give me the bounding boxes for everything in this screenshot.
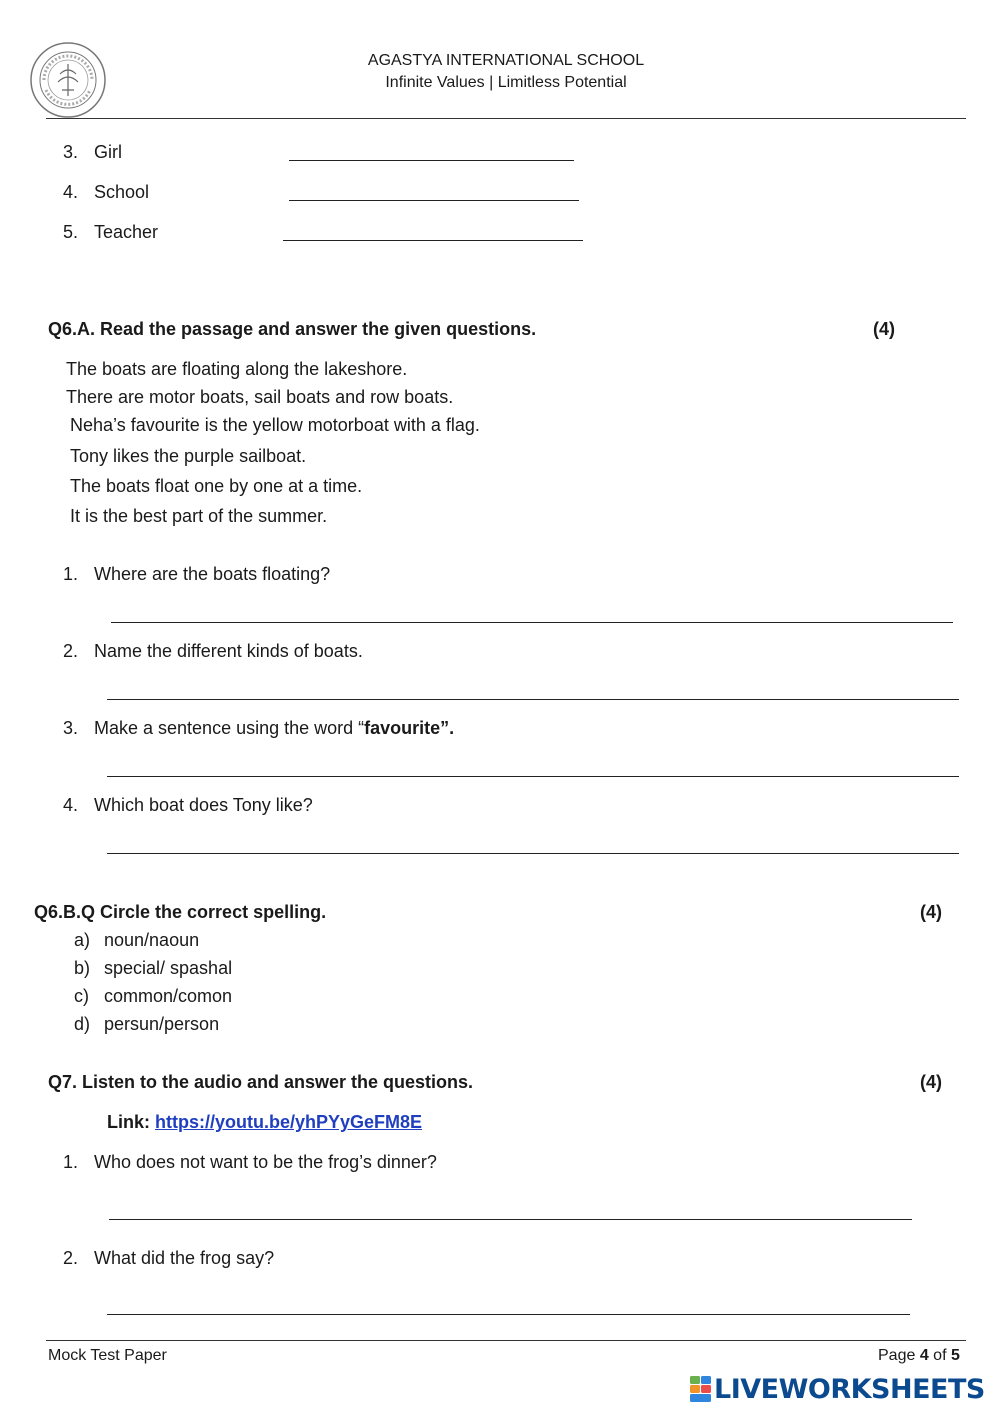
passage-line: Neha’s favourite is the yellow motorboat with a flag. [70,415,480,435]
school-seal-logo [28,40,108,120]
passage-line: Tony likes the purple sailboat. [70,446,307,466]
question-text [94,717,454,739]
q7-marks: (4) [920,1072,942,1092]
school-name: AGASTYA INTERNATIONAL SCHOOL [367,52,645,69]
vocab-word: Girl [94,142,122,162]
vocab-answer-line[interactable] [289,200,579,201]
page-mid: of [928,1347,951,1364]
question-number: 4. [63,795,79,815]
passage-line: It is the best part of the summer. [70,506,328,526]
q6b-marks: (4) [920,902,942,922]
q6a-marks: (4) [873,319,895,339]
question-number: 1. [63,1152,79,1172]
vocab-number: 5. [63,222,79,242]
footer-divider [46,1340,966,1341]
option-letter: b) [74,958,91,978]
q6a-title: Q6.A. Read the passage and answer the given questions. [48,319,537,339]
school-tagline: Infinite Values | Limitless Potential [385,74,627,91]
audio-link[interactable]: https://youtu.be/yhPYyGeFM8E [155,1112,423,1132]
spelling-option[interactable]: special/ spashal [104,958,233,978]
passage-line: The boats float one by one at a time. [70,476,363,496]
spelling-option[interactable]: persun/person [104,1014,220,1034]
page-prefix: Page [878,1347,920,1364]
spelling-option[interactable]: noun/naoun [104,930,200,950]
header-divider [46,118,966,119]
option-letter: d) [74,1014,91,1034]
question-text: Where are the boats floating? [94,564,331,584]
q6b-title: Q6.B.Q Circle the correct spelling. [34,902,327,922]
question-number: 3. [63,718,79,738]
passage-line: There are motor boats, sail boats and row boats. [66,387,454,407]
question-text: Name the different kinds of boats. [94,641,363,661]
vocab-word: School [94,182,150,202]
question-number: 2. [63,641,79,661]
vocab-number: 4. [63,182,79,202]
answer-line[interactable] [107,853,959,854]
question-number: 1. [63,564,79,584]
question-text-prefix: Make a sentence using the word “ [94,718,365,738]
vocab-answer-line[interactable] [283,240,583,241]
option-letter: c) [74,986,89,1006]
vocab-number: 3. [63,142,79,162]
question-text: Which boat does Tony like? [94,795,313,815]
question-number: 2. [63,1248,79,1268]
question-text: Who does not want to be the frog’s dinner? [94,1152,437,1172]
spelling-option[interactable]: common/comon [104,986,233,1006]
vocab-answer-line[interactable] [289,160,574,161]
option-letter: a) [74,930,91,950]
answer-line[interactable] [107,699,959,700]
answer-line[interactable] [111,622,953,623]
page-total: 5 [950,1347,960,1364]
answer-line[interactable] [107,1314,910,1315]
link-label: Link: [107,1112,155,1132]
liveworksheets-logo-icon [690,1376,712,1402]
q7-link-row [107,1111,422,1133]
answer-line[interactable] [107,776,959,777]
brand-text: LIVEWORKSHEETS [714,1374,985,1405]
page-current: 4 [919,1347,929,1364]
footer-label: Mock Test Paper [48,1347,167,1364]
q7-title: Q7. Listen to the audio and answer the questions. [48,1072,474,1092]
vocab-word: Teacher [94,222,159,242]
question-text: What did the frog say? [94,1248,275,1268]
seal-icon [28,40,108,120]
page-indicator [878,1345,960,1367]
answer-line[interactable] [109,1219,912,1220]
question-text-bold: favourite”. [364,718,455,738]
passage-line: The boats are floating along the lakeshore. [66,359,408,379]
